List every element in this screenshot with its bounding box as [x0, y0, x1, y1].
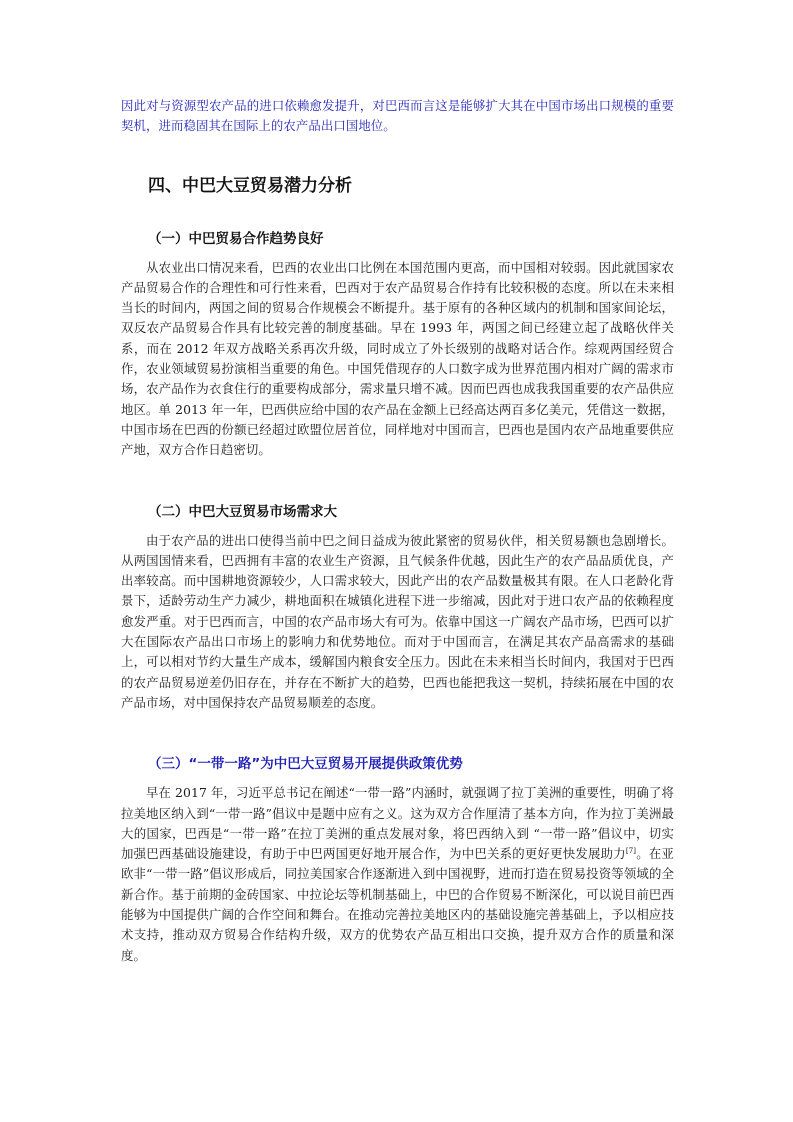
subsection-2-paragraph: 由于农产品的进出口使得当前中巴之间日益成为彼此紧密的贸易伙伴，相关贸易额也急剧增长。从两国国情来看，巴西拥有丰富的农业生产资源，且气候条件优越，因此生产的农产品品质优良，产出率较高。而中国耕地资源较少，人口需求较大，因此产出的农产品数量极其有限。在人口老龄化背景下，适龄劳动生产力减少，耕地面积在城镇化进程下进一步缩减，因此对于进口农产品的依赖程度愈发严重。对于巴西而言，中国的农产品市场大有可为。依靠中国这一广阔农产品市场，巴西可以扩大在国际农产品出口市场上的影响力和优势地位。而对于中国而言，在满足其农产品高需求的基础上，可以相对节约大量生产成本，缓解国内粮食安全压力。因此在未来相当长时间内，我国对于巴西的农产品贸易逆差仍旧存在，并存在不断扩大的趋势，巴西也能把我这一契机，持续拓展在中国的农产品市场，对中国保持农产品贸易顺差的态度。 — [121, 532, 674, 710]
document-body — [121, 96, 674, 966]
subsection-heading-2: （二）中巴大豆贸易市场需求大 — [148, 503, 337, 520]
subsection-heading-1: （一）中巴贸易合作趋势良好 — [148, 230, 324, 247]
subsection-3-text-b: 。在亚欧非“一带一路”倡议形成后，同拉美国家合作逐渐进入到中国视野，进而打造在贸易投资等领域的全新合作。基于前期的金砖国家、中拉论坛等机制基础上，中巴的合作贸易不断深化，可以说目前巴西能够为中国提供广阔的合作空间和舞台。在推动完善拉美地区内的基础设施完善基础上，予以相应技术支持，推动双方贸易合作结构升级，双方的优势农产品互相出口交换，提升双方合作的质量和深度。 — [121, 846, 674, 963]
intro-paragraph: 因此对与资源型农产品的进口依赖愈发提升，对巴西而言这是能够扩大其在中国市场出口规模的重要契机，进而稳固其在国际上的农产品出口国地位。 — [121, 98, 674, 134]
section-heading: 四、中巴大豆贸易潜力分析 — [148, 175, 352, 196]
subsection-heading-3: （三）“一带一路”为中巴大豆贸易开展提供政策优势 — [148, 756, 463, 773]
subsection-3-text-a: 早在 2017 年，习近平总书记在阐述“一带一路”内涵时，就强调了拉丁美洲的重要性，明确了将拉美地区纳入到“一带一路”倡议中是题中应有之义。这为双方合作厘清了基本方向，作为拉丁美洲最大的国家，巴西是“一带一路”在拉丁美洲的重点发展对象，将巴西纳入到 “一带一路”倡议中，切实加强巴西基础设施建设，有助于中巴两国更好地开展合作，为中巴关系的更好更快发展助力 — [121, 785, 674, 862]
subsection-1-paragraph: 从农业出口情况来看，巴西的农业出口比例在本国范围内更高，而中国相对较弱。因此就国家农产品贸易合作的合理性和可行性来看，巴西对于农产品贸易合作持有比较积极的态度。所以在未来相当长的时间内，两国之间的贸易合作规模会不断提升。基于原有的各种区域内的机制和国家间论坛，双反农产品贸易合作具有比较完善的制度基础。早在 1993 年，两国之间已经建立起了战略伙伴关系，而在 2012 年双方战略关系再次升级，同时成立了外长级别的战略对话合作。综观两国经贸合作，农业领域贸易扮演相当重要的角色。中国凭借现存的人口数字成为世界范围内相对广阔的需求市场，农产品作为衣食住行的重要构成部分，需求量只增不减。因而巴西也成我我国重要的农产品供应地区。单 2013 年一年，巴西供应给中国的农产品在金额上已经高达两百多亿美元，凭借这一数据，中国市场在巴西的份额已经超过欧盟位居首位，同样地对中国而言，巴西也是国内农产品地重要供应产地，双方合作日趋密切。 — [121, 259, 674, 458]
citation-ref: [7] — [625, 847, 637, 855]
subsection-3-paragraph — [121, 783, 674, 966]
